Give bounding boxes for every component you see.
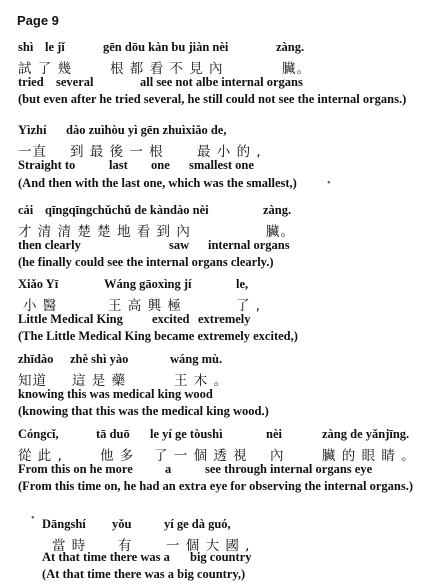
hanzi-segment: 他 多 [100,448,135,464]
pinyin-segment: tā duō [96,427,130,441]
gloss-segment: At that time there was a [42,550,170,564]
pinyin-segment: shì [18,40,34,54]
pinyin-segment: cái [18,203,34,217]
gloss-segment: a [165,462,172,476]
pinyin-line [0,352,425,368]
hanzi-line [0,369,425,389]
pinyin-segment: qīngqīngchǔchǔ de kàndào nèi [45,203,209,217]
gloss-segment: From this on he more [18,462,133,476]
hanzi-segment: 臟 的 眼 睛 。 [322,448,416,464]
gloss-line [0,387,425,403]
pinyin-line [0,203,425,219]
translation: (And then with the last one, which was the smallest,) [18,176,297,190]
pinyin-segment: wáng mù. [170,352,223,366]
pinyin-line [0,427,425,443]
pinyin-segment: Yìzhí [18,123,47,137]
translation: (knowing that this was the medical king wood.) [18,404,269,418]
hanzi-segment: 到 最 後 一 根 [70,144,164,160]
pinyin-segment: Cóngcǐ, [18,427,59,441]
hanzi-segment: 王 木 。 [174,373,229,389]
translation: (At that time there was a big country,) [42,567,246,581]
gloss-segment: smallest one [189,158,254,172]
hanzi-segment: 有 [118,538,133,554]
hanzi-line [0,294,425,314]
hanzi-line [0,444,425,464]
hanzi-segment: 內 [270,448,285,464]
hanzi-segment: 這 是 藥 [72,373,127,389]
hanzi-segment: 一 個 大 國 , [166,538,251,554]
hanzi-segment: 當 時 [52,538,87,554]
gloss-segment: excited [152,312,190,326]
hanzi-segment: 小 醫 [23,298,58,314]
gloss-segment: all see not albe internal organs [140,75,303,89]
pinyin-segment: yǒu [112,517,132,531]
translation: (but even after he tried several, he still could not see the internal organs.) [18,92,407,106]
hanzi-segment: 才 清 清 楚 楚 地 看 到 內 [18,224,191,240]
pinyin-segment: le jǐ [45,40,65,54]
hanzi-line [0,220,425,240]
pinyin-segment: le yí ge tòushì [150,427,223,441]
pinyin-segment: zhè shì yào [70,352,129,366]
pinyin-segment: Wáng gāoxìng jí [104,277,192,291]
hanzi-segment: 臟。 [266,224,295,240]
gloss-line [0,462,425,478]
hanzi-segment: 王 高 興 極 [108,298,182,314]
gloss-segment: knowing this was medical king wood [18,387,213,401]
gloss-segment: internal organs [208,238,290,252]
pinyin-segment: gēn dōu kàn bu jiàn nèi [103,40,229,54]
gloss-segment: see through internal organs eye [205,462,373,476]
gloss-line [0,238,425,254]
gloss-segment: Little Medical King [18,312,123,326]
pinyin-segment: zàng. [276,40,305,54]
hanzi-segment: 臟。 [282,61,311,77]
gloss-segment: Straight to [18,158,76,172]
gloss-line [0,158,425,174]
pinyin-segment: Dāngshí [42,517,86,531]
gloss-segment: one [151,158,170,172]
translation: (he finally could see the internal organs clearly.) [18,255,274,269]
pinyin-segment: dào zuìhòu yì gēn zhuìxiǎo de, [66,123,227,137]
pinyin-line [0,277,425,293]
translation: (The Little Medical King became extremely excited,) [18,329,298,343]
hanzi-segment: 從 此 , [18,448,63,464]
page-label: Page 9 [17,13,59,28]
pinyin-segment: Xiǎo Yī [18,277,59,291]
pinyin-line [0,517,425,533]
gloss-line [0,75,425,91]
pinyin-line [0,40,425,56]
pinyin-segment: zàng. [263,203,292,217]
hanzi-segment: 試 了 幾 [18,61,73,77]
hanzi-segment: 根 都 看 不 見 內 [110,61,224,77]
gloss-segment: big country [190,550,252,564]
hanzi-segment: 了 一 個 透 視 [154,448,248,464]
gloss-line [0,550,425,566]
gloss-segment: extremely [198,312,251,326]
pinyin-segment: nèi [266,427,282,441]
gloss-segment: tried [18,75,44,89]
hanzi-segment: 一直 [18,144,47,160]
gloss-segment: saw [169,238,190,252]
hanzi-line [0,534,425,554]
pinyin-segment: zàng de yǎnjīng. [322,427,410,441]
hanzi-segment: 最 小 的 , [197,144,262,160]
pinyin-segment: yí ge dà guó, [164,517,231,531]
gloss-line [0,312,425,328]
pinyin-segment: zhīdào [18,352,54,366]
hanzi-segment: 知道 [18,373,47,389]
pinyin-line [0,123,425,139]
gloss-segment: then clearly [18,238,81,252]
gloss-segment: last [109,158,128,172]
pinyin-segment: le, [236,277,249,291]
hanzi-line [0,57,425,77]
hanzi-segment: 了 , [236,298,262,314]
gloss-segment: several [56,75,94,89]
hanzi-line [0,140,425,160]
translation: (From this time on, he had an extra eye for observing the internal organs.) [18,479,413,493]
